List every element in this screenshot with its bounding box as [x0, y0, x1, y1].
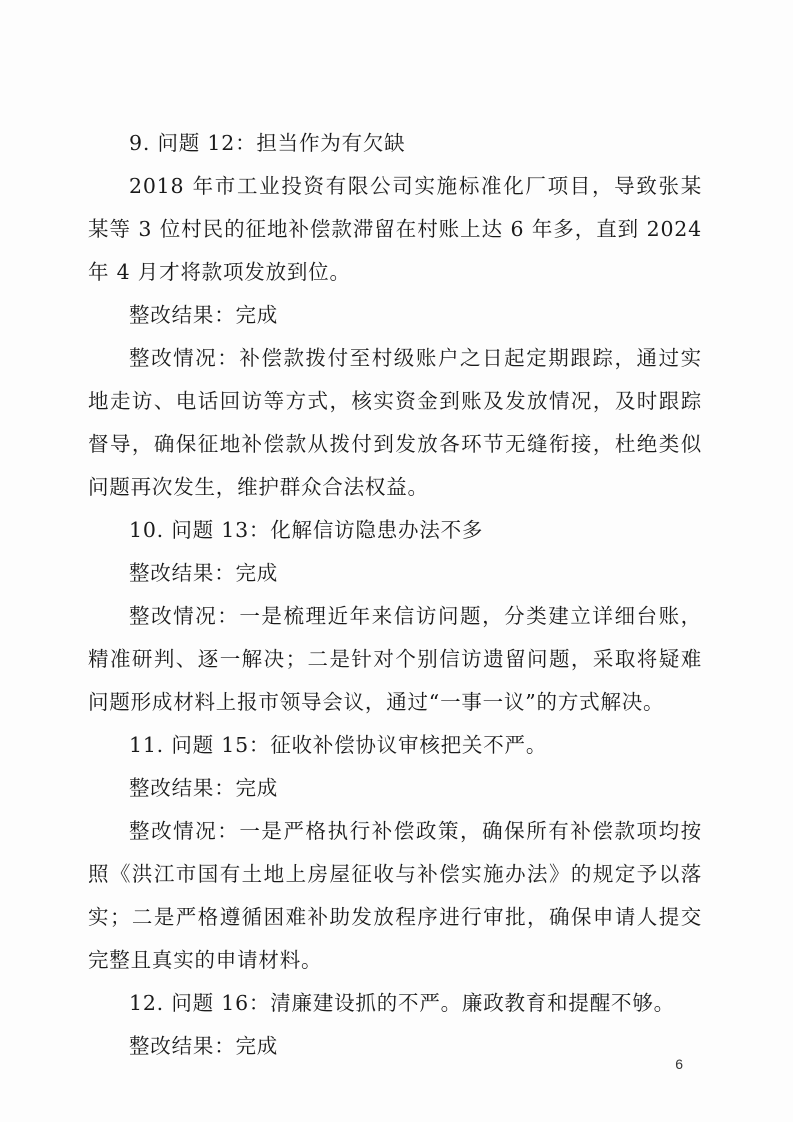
page-number: 6 — [675, 1056, 683, 1072]
issue-11-status: 整改情况：一是严格执行补偿政策，确保所有补偿款项均按照《洪江市国有土地上房屋征收与补偿实施办法》的规定予以落实；二是严格遵循困难补助发放程序进行审批，确保申请人提交完整且真实的申请材料。 — [88, 819, 702, 972]
issue-9-description: 2018 年市工业投资有限公司实施标准化厂项目，导致张某某等 3 位村民的征地补偿款滞留在村账上达 6 年多，直到 2024 年 4 月才将款项发放到位。 — [88, 174, 702, 284]
issue-10-status: 整改情况：一是梳理近年来信访问题，分类建立详细台账，精准研判、逐一解决；二是针对个别信访遗留问题，采取将疑难问题形成材料上报市领导会议，通过“一事一议”的方式解决。 — [88, 604, 702, 714]
issue-10-result: 整改结果：完成 — [129, 561, 279, 585]
issue-9-status: 整改情况：补偿款拨付至村级账户之日起定期跟踪，通过实地走访、电话回访等方式，核实资金到账及发放情况，及时跟踪督导，确保征地补偿款从拨付到发放各环节无缝衔接，杜绝类似问题再次发生，维护群众合法权益。 — [88, 346, 702, 499]
issue-12-heading: 12. 问题 16：清廉建设抓的不严。廉政教育和提醒不够。 — [129, 991, 675, 1015]
issue-9-result: 整改结果：完成 — [129, 303, 279, 327]
issue-12-result: 整改结果：完成 — [129, 1034, 279, 1058]
issue-10-heading: 10. 问题 13：化解信访隐患办法不多 — [129, 518, 484, 542]
issue-9-heading: 9. 问题 12：担当作为有欠缺 — [129, 131, 406, 155]
issue-11-result: 整改结果：完成 — [129, 776, 279, 800]
document-body — [88, 122, 702, 1068]
issue-11-heading: 11. 问题 15：征收补偿协议审核把关不严。 — [129, 733, 548, 757]
